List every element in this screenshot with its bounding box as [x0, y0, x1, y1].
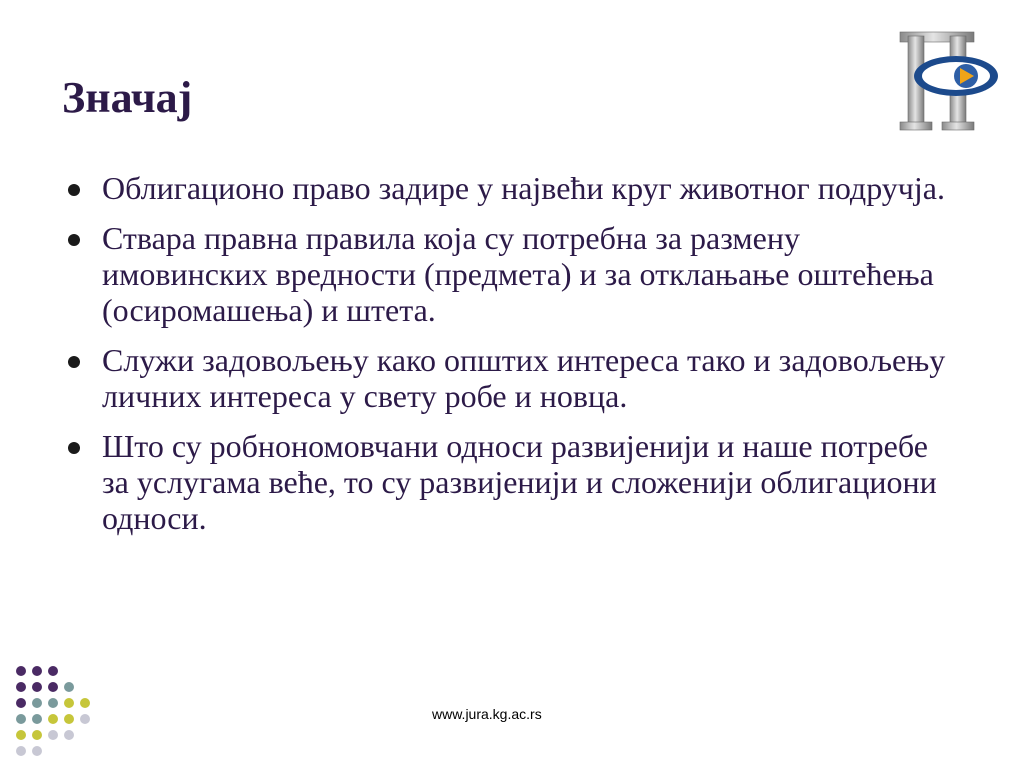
dot-icon [16, 666, 26, 676]
list-item [62, 428, 962, 536]
dot-icon [48, 698, 58, 708]
list-item [62, 170, 962, 206]
bullet-text: Служи задовољењу како општих интереса тако и задовољењу личних интереса у свету робе и новца. [102, 342, 946, 414]
dot-icon [48, 714, 58, 724]
bullet-dot-icon [68, 442, 80, 454]
dot-icon [64, 698, 74, 708]
dot-icon [80, 698, 90, 708]
dot-icon [16, 746, 26, 756]
dot-icon [32, 698, 42, 708]
pf-logo-icon [896, 26, 1006, 138]
dot-icon [16, 698, 26, 708]
dot-icon [32, 682, 42, 692]
bullet-text: Облигационо право задире у највећи круг животног подручја. [102, 170, 945, 206]
bullet-text: Што су робнономовчани односи развијенији и наше потребе за услугама веће, то су развијенији и сложенији облигациони односи. [102, 428, 937, 536]
dot-icon [16, 730, 26, 740]
bullet-text: Ствара правна правила која су потребна за размену имовинских вредности (предмета) и за отклањање оштећења (осиромашења) и штета. [102, 220, 934, 328]
dot-icon [16, 682, 26, 692]
dot-icon [48, 666, 58, 676]
bullet-list [62, 170, 962, 550]
dot-icon [32, 714, 42, 724]
slide-title: Значај [62, 73, 193, 122]
footer-url: www.jura.kg.ac.rs [432, 706, 542, 722]
dot-icon [80, 714, 90, 724]
list-item [62, 220, 962, 328]
dot-icon [48, 730, 58, 740]
bullet-dot-icon [68, 234, 80, 246]
decorative-dots [12, 662, 92, 758]
dot-icon [32, 666, 42, 676]
dot-icon [48, 682, 58, 692]
bullet-dot-icon [68, 184, 80, 196]
dot-icon [16, 714, 26, 724]
dot-icon [64, 682, 74, 692]
dot-icon [64, 730, 74, 740]
dot-icon [64, 714, 74, 724]
list-item [62, 342, 962, 414]
dot-icon [32, 746, 42, 756]
dot-icon [32, 730, 42, 740]
bullet-dot-icon [68, 356, 80, 368]
